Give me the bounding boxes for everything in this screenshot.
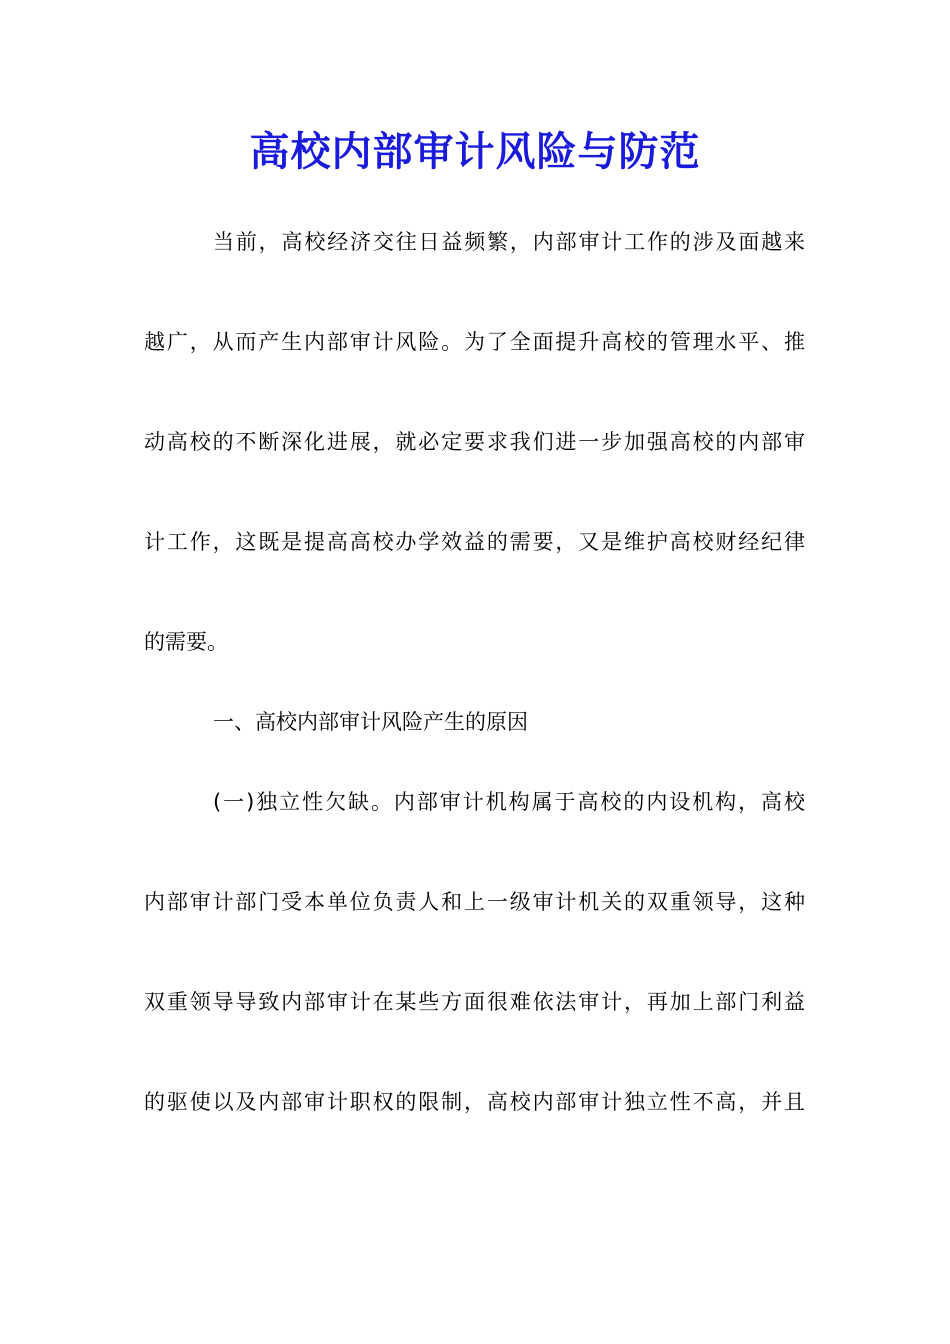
paragraph-line: 双重领导导致内部审计在某些方面很难依法审计，再加上部门利益 (144, 990, 805, 1014)
paragraph-line: 内部审计部门受本单位负责人和上一级审计机关的双重领导，这种 (144, 890, 805, 914)
paragraph-line: 越广，从而产生内部审计风险。为了全面提升高校的管理水平、推 (144, 330, 805, 354)
paragraph-line: 计工作，这既是提高高校办学效益的需要，又是维护高校财经纪律 (144, 530, 805, 554)
paragraph-line: 的驱使以及内部审计职权的限制，高校内部审计独立性不高，并且 (144, 1090, 805, 1114)
paragraph-line: 当前，高校经济交往日益频繁，内部审计工作的涉及面越来 (213, 230, 805, 254)
document-title: 高校内部审计风险与防范 (249, 128, 701, 175)
paragraph-line: 的需要。 (144, 630, 228, 654)
paragraph-line: (一)独立性欠缺。内部审计机构属于高校的内设机构，高校 (213, 790, 805, 814)
paragraph-line: 动高校的不断深化进展，就必定要求我们进一步加强高校的内部审 (144, 430, 805, 454)
section-heading: 一、高校内部审计风险产生的原因 (213, 710, 528, 734)
